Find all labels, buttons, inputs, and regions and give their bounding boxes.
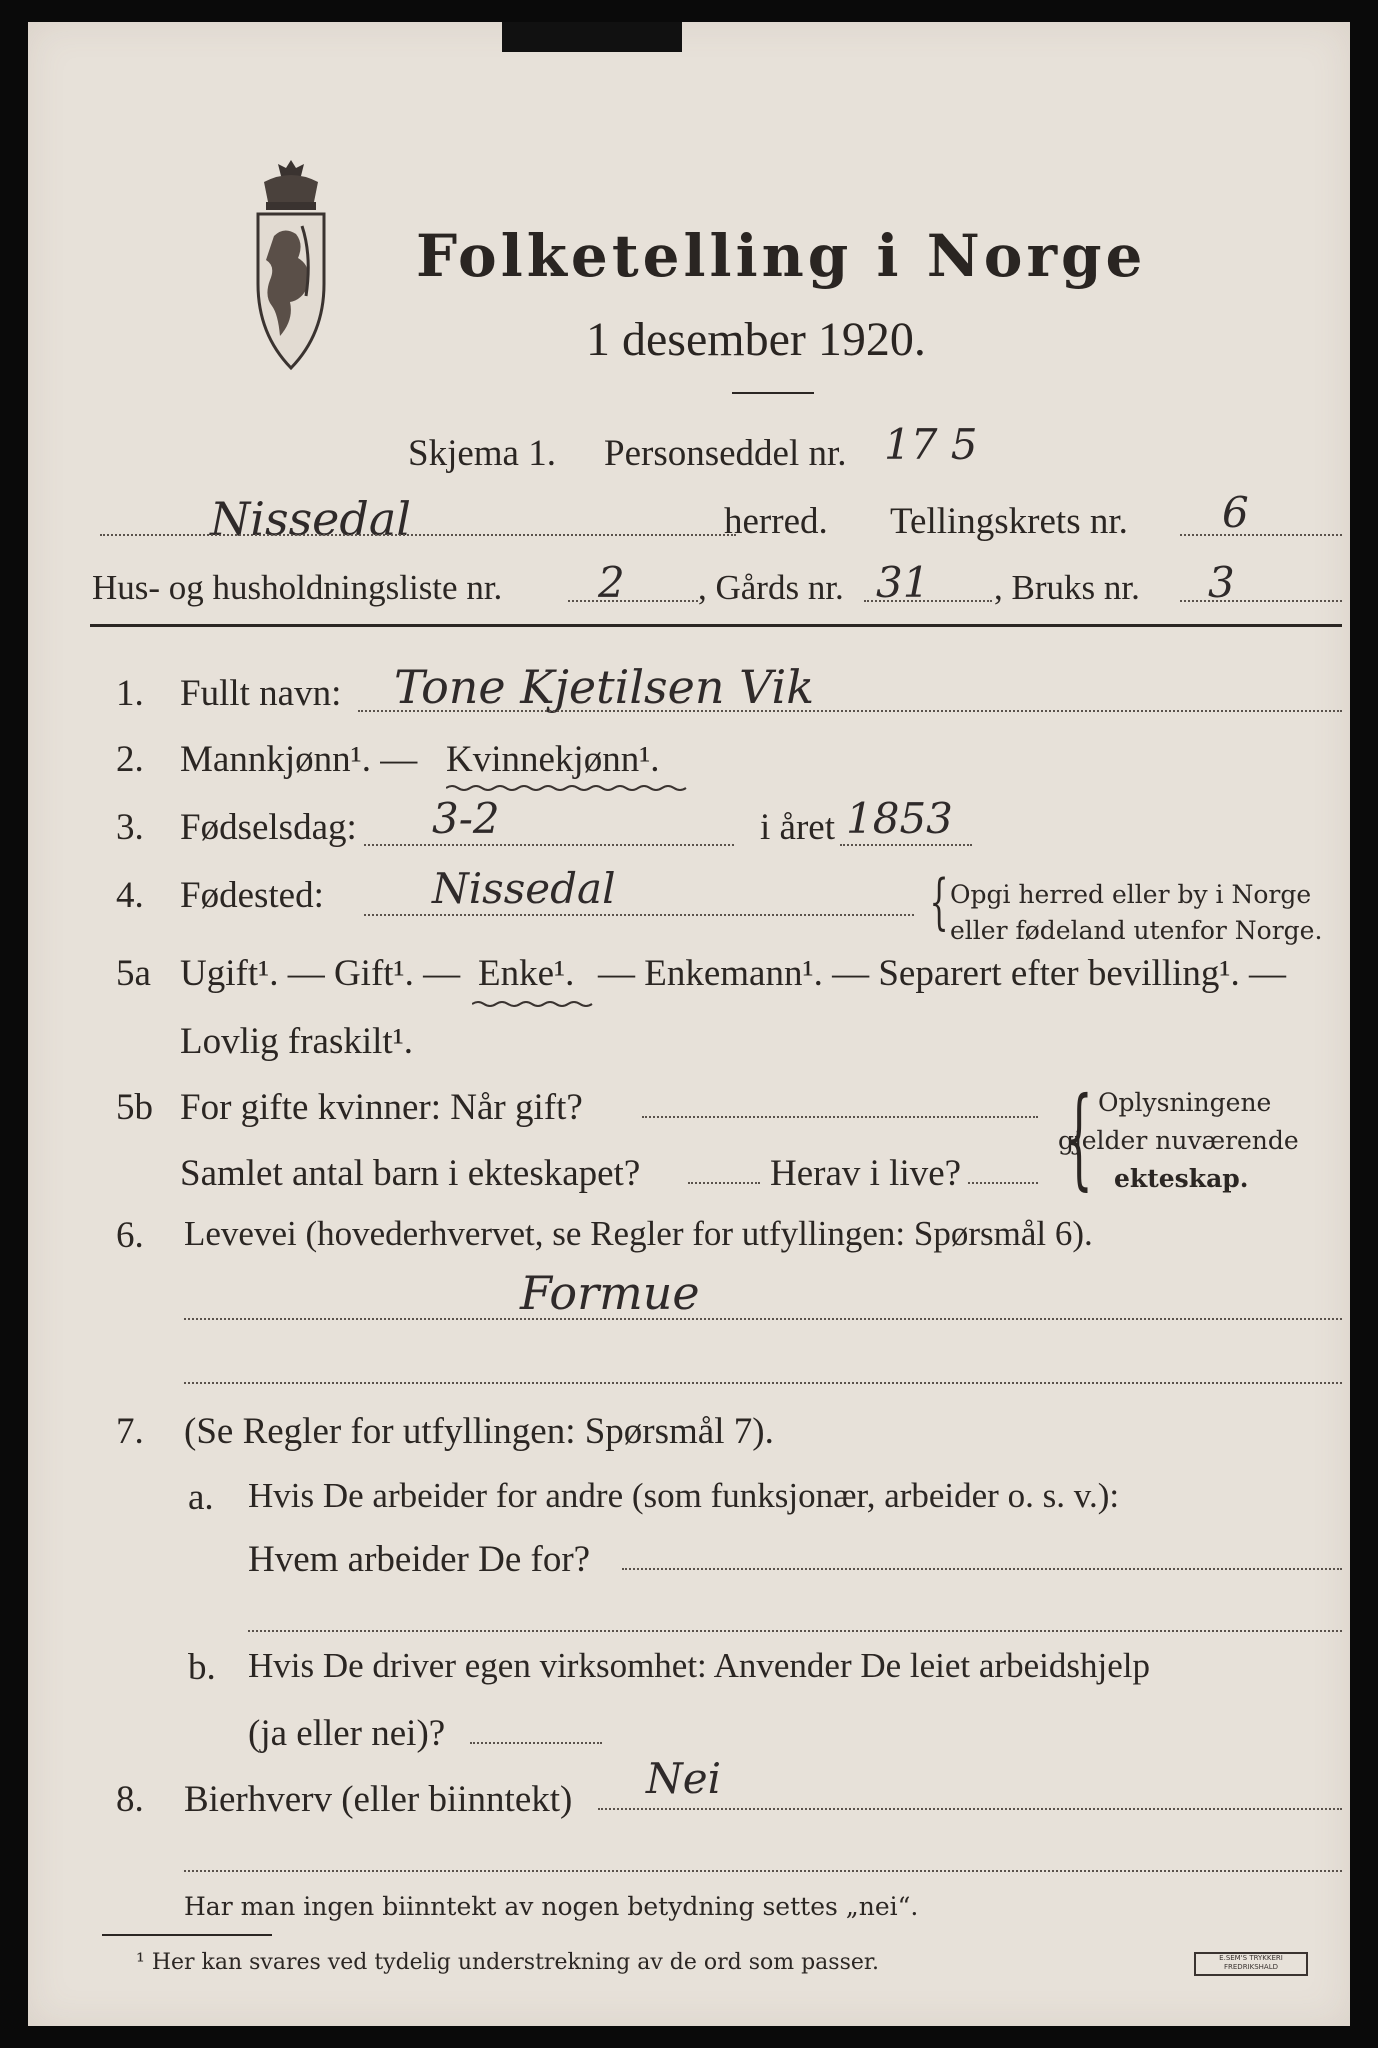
q3-year-field — [840, 844, 972, 846]
q7a-employer-field — [622, 1568, 1342, 1570]
q6-number: 6. — [116, 1215, 144, 1256]
page-title: Folketelling i Norge — [416, 222, 1147, 290]
q1-label: Fullt navn: — [180, 673, 342, 714]
q5b-when-married-field — [642, 1116, 1038, 1118]
census-form-page — [28, 22, 1350, 2026]
herred-value[interactable]: Nissedal — [210, 492, 411, 546]
q5b-when-married: For gifte kvinner: Når gift? — [180, 1087, 583, 1128]
gards-field — [864, 600, 992, 602]
norway-coat-of-arms-icon — [250, 156, 332, 376]
q4-label: Fødested: — [180, 875, 324, 916]
gards-label: , Gårds nr. — [698, 568, 844, 607]
q5a-enke-option[interactable]: Enke¹. — [478, 953, 575, 994]
q2-male[interactable]: Mannkjønn¹. — — [180, 739, 418, 780]
q7a-employer-field-2 — [248, 1630, 1342, 1632]
footnote: ¹ Her kan svares ved tydelig understrekning av de ord som passer. — [136, 1950, 879, 1975]
q8-value[interactable]: Nei — [646, 1754, 722, 1803]
q7b-yes-no-label: (ja eller nei)? — [248, 1713, 446, 1754]
personseddel-value[interactable]: 17 5 — [884, 420, 978, 469]
bruks-label: , Bruks nr. — [994, 568, 1140, 607]
q5b-note-line2: gjelder nuværende — [1058, 1126, 1299, 1155]
bruks-field — [1180, 600, 1342, 602]
q7a-question: Hvis De arbeider for andre (som funksjonær, arbeider o. s. v.): — [248, 1476, 1120, 1515]
q5a-number: 5a — [116, 953, 151, 994]
q3-year-label: i året — [760, 807, 835, 848]
q2-number: 2. — [116, 739, 144, 780]
herred-label: herred. — [724, 501, 828, 542]
q5b-brace: { — [1065, 1073, 1093, 1201]
tellingskrets-value[interactable]: 6 — [1222, 488, 1249, 537]
q5a-options-post[interactable]: — Enkemann¹. — Separert efter bevilling¹. — — [598, 953, 1286, 994]
q6-value[interactable]: Formue — [520, 1266, 700, 1320]
q7-number: 7. — [116, 1411, 144, 1452]
q4-note-line1: Opgi herred eller by i Norge — [950, 880, 1312, 909]
q6-label: Levevei (hovederhvervet, se Regler for utfyllingen: Spørsmål 6). — [184, 1214, 1093, 1253]
hus-field — [568, 600, 698, 602]
q2-female[interactable]: Kvinnekjønn¹. — [446, 739, 660, 780]
q1-value[interactable]: Tone Kjetilsen Vik — [394, 660, 815, 714]
q5a-enke-underline — [472, 1000, 602, 1008]
q7b-yes-no-field — [470, 1742, 602, 1744]
footnote-divider — [102, 1934, 272, 1936]
personseddel-label: Personseddel nr. — [604, 433, 847, 474]
q5a-options-pre[interactable]: Ugift¹. — Gift¹. — — [180, 953, 461, 994]
q3-label: Fødselsdag: — [180, 807, 357, 848]
q3-year-value[interactable]: 1853 — [846, 794, 953, 843]
printer-stamp — [1194, 1952, 1308, 1976]
q1-number: 1. — [116, 673, 144, 714]
herred-field — [100, 534, 736, 536]
binding-tab — [502, 22, 682, 52]
q7a-letter: a. — [188, 1477, 214, 1518]
bruks-value[interactable]: 3 — [1208, 558, 1235, 607]
q5b-note-line3: ekteskap. — [1114, 1164, 1249, 1193]
q5b-children-alive-field — [968, 1182, 1038, 1184]
tellingskrets-label: Tellingskrets nr. — [890, 501, 1128, 542]
q6-field-2 — [184, 1382, 1342, 1384]
q4-number: 4. — [116, 875, 144, 916]
gards-value[interactable]: 31 — [876, 558, 930, 607]
q7a-employer-label: Hvem arbeider De for? — [248, 1539, 591, 1580]
q7b-letter: b. — [188, 1647, 216, 1688]
q4-brace: { — [929, 867, 949, 937]
q3-field — [364, 844, 734, 846]
skjema-label: Skjema 1. — [408, 433, 556, 474]
q5b-children-alive: Herav i live? — [770, 1153, 962, 1194]
q5b-number: 5b — [116, 1087, 153, 1128]
q8-field-2 — [184, 1870, 1342, 1872]
hus-label: Hus- og husholdningsliste nr. — [92, 568, 503, 607]
q8-label: Bierhverv (eller biinntekt) — [184, 1779, 573, 1820]
printer-stamp-text: E.SEM'S TRYKKERI FREDRIKSHALD — [1219, 1954, 1283, 1971]
q5b-children-total: Samlet antal barn i ekteskapet? — [180, 1153, 641, 1194]
q4-note-line2: eller fødeland utenfor Norge. — [950, 916, 1323, 945]
q2-female-underline — [446, 784, 696, 792]
note-nei: Har man ingen biinntekt av nogen betydning settes „nei“. — [184, 1892, 919, 1921]
q8-number: 8. — [116, 1779, 144, 1820]
q3-number: 3. — [116, 807, 144, 848]
header-divider — [90, 624, 1342, 627]
q5a-lovlig-fraskilt[interactable]: Lovlig fraskilt¹. — [180, 1021, 414, 1062]
title-divider — [732, 392, 814, 394]
q1-field — [358, 710, 1342, 712]
q4-value[interactable]: Nissedal — [432, 864, 616, 913]
q6-field-1 — [184, 1318, 1342, 1320]
hus-value[interactable]: 2 — [598, 558, 625, 607]
census-date: 1 desember 1920. — [586, 313, 926, 366]
q5b-note-line1: Oplysningene — [1098, 1088, 1272, 1117]
q7b-question: Hvis De driver egen virksomhet: Anvender De leiet arbeidshjelp — [248, 1646, 1150, 1685]
tellingskrets-field — [1180, 534, 1342, 536]
q7-label: (Se Regler for utfyllingen: Spørsmål 7). — [184, 1411, 774, 1452]
q5b-children-total-field — [688, 1182, 760, 1184]
q4-field — [364, 914, 914, 916]
q8-field — [598, 1808, 1342, 1810]
q3-value[interactable]: 3-2 — [432, 794, 500, 843]
